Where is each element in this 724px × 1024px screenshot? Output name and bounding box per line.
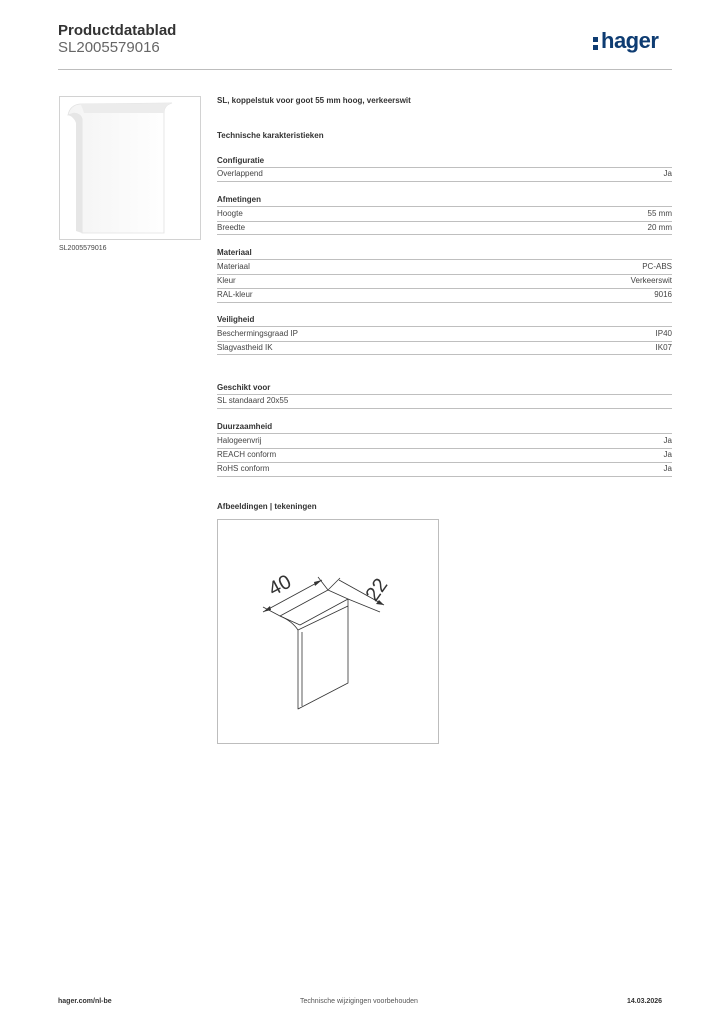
spec-label: Hoogte xyxy=(217,208,243,218)
header-divider xyxy=(58,69,672,70)
dimension-width: 40 xyxy=(265,570,296,601)
spec-value: PC-ABS xyxy=(642,261,672,271)
section-title: Veiligheid xyxy=(217,315,255,324)
spec-value: IP40 xyxy=(655,328,672,338)
section-duurzaamheid xyxy=(217,421,672,477)
images-title: Afbeeldingen | tekeningen xyxy=(217,502,317,511)
spec-value: 20 mm xyxy=(647,222,672,232)
spec-row xyxy=(217,462,672,477)
spec-label: RoHS conform xyxy=(217,464,270,474)
spec-row xyxy=(217,221,672,236)
spec-value: 9016 xyxy=(654,290,672,300)
spec-row xyxy=(217,394,672,409)
section-title: Geschikt voor xyxy=(217,383,271,392)
section-afmetingen xyxy=(217,194,672,235)
footer-date: 14.03.2026 xyxy=(627,998,663,1005)
dimension-depth: 22 xyxy=(361,574,393,606)
spec-row xyxy=(217,326,672,341)
product-name: SL, koppelstuk voor goot 55 mm hoog, verkeerswit xyxy=(217,96,411,105)
spec-row xyxy=(217,288,672,303)
spec-value: Ja xyxy=(663,435,672,445)
section-materiaal xyxy=(217,247,672,303)
logo-dots-icon xyxy=(593,34,599,48)
spec-row xyxy=(217,167,672,182)
spec-label: Materiaal xyxy=(217,261,250,271)
footer-notice: Technische wijzigingen voorbehouden xyxy=(300,998,418,1005)
section-title: Configuratie xyxy=(217,156,265,165)
page-title: Productdatablad xyxy=(58,22,177,39)
product-image xyxy=(59,96,201,240)
spec-label: Overlappend xyxy=(217,169,263,179)
spec-value: Ja xyxy=(663,450,672,460)
spec-value: IK07 xyxy=(655,342,672,352)
section-veiligheid xyxy=(217,314,672,355)
spec-value: 55 mm xyxy=(647,208,672,218)
spec-row xyxy=(217,206,672,221)
product-code: SL2005579016 xyxy=(58,39,160,56)
spec-label: Slagvastheid IK xyxy=(217,342,273,352)
product-image-caption: SL2005579016 xyxy=(59,245,107,252)
tech-title: Technische karakteristieken xyxy=(217,131,324,140)
spec-label: Beschermingsgraad IP xyxy=(217,328,298,338)
section-title: Afmetingen xyxy=(217,195,261,204)
spec-label: Breedte xyxy=(217,222,246,232)
logo-text: hager xyxy=(601,28,659,53)
footer-website[interactable]: hager.com/nl-be xyxy=(58,998,112,1005)
hager-logo xyxy=(593,28,658,54)
spec-row xyxy=(217,433,672,448)
section-configuratie xyxy=(217,155,672,182)
spec-row xyxy=(217,274,672,289)
section-geschikt-voor xyxy=(217,382,672,409)
spec-row xyxy=(217,448,672,463)
spec-label: SL standaard 20x55 xyxy=(217,396,289,406)
spec-label: REACH conform xyxy=(217,450,277,460)
technical-drawing xyxy=(217,519,439,744)
section-title: Duurzaamheid xyxy=(217,422,273,431)
spec-value: Ja xyxy=(663,464,672,474)
spec-value: Ja xyxy=(663,169,672,179)
section-title: Materiaal xyxy=(217,248,252,257)
spec-label: RAL-kleur xyxy=(217,290,253,300)
spec-label: Halogeenvrij xyxy=(217,435,262,445)
spec-value: Verkeerswit xyxy=(630,276,672,286)
spec-row xyxy=(217,259,672,274)
spec-row xyxy=(217,341,672,356)
spec-label: Kleur xyxy=(217,276,236,286)
